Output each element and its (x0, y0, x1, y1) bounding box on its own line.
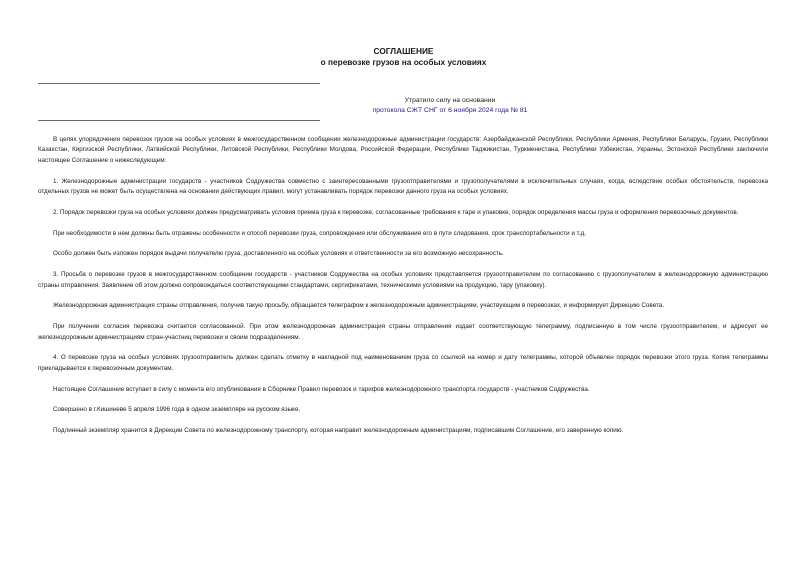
paragraph-3-note-a: Железнодорожная администрация страны отправления, получив такую просьбу, обращается телеграфом к железнодорожным администрациям, участвующим в перевозках, и информирует Дирекцию Совета. (53, 302, 665, 310)
paragraph-4: 4. О перевозке груза на особых условиях грузоотправитель должен сделать отметку в накладной под наименованием груза со ссылкой на номер и дату телеграммы, которой объявлен порядок перевозки этого груза. Копия телеграммы прикладывается к перевозочным документам. (38, 354, 768, 372)
paragraph-2: 2. Порядок перевозки груза на особых условиях должен предусматривать условия приема груза к перевозке, согласованные требования к таре и упаковке, порядок определения массы груза и оформления перевозочных документов. (53, 208, 739, 216)
divider-line (38, 83, 320, 84)
document-title: СОГЛАШЕНИЕ (373, 46, 434, 56)
status-note (300, 96, 600, 116)
paragraph-original-copy: Подлинный экземпляр хранится в Дирекции Совета по железнодорожному транспорту, которая направит железнодорожным администрациям, подписавшим Соглашение, его заверенную копию. (53, 427, 624, 435)
document-subtitle: о перевозке грузов на особых условиях (320, 57, 487, 67)
paragraph-effective: Настоящее Соглашение вступает в силу с момента его опубликования в Сборнике Правил перевозок и тарифов железнодорожного транспорта государств - участников Содружества. (53, 385, 590, 393)
paragraph-3: 3. Просьба о перевозке грузов в межгосударственном сообщении государств - участников Содружества на особых условиях представляется грузоотправителем по согласованию с грузополучателем в железнодорожную администрацию страны отправления. Заявление об этом должно сопровождаться соответствующими стандартами, сертификатами, техническими условиями на продукцию, тару (упаковку). (38, 271, 768, 289)
paragraph-3-note-b: При получении согласия перевозка считается согласованной. При этом железнодорожная администрация страны отправления издает соответствующую телеграмму, подписанную в том числе грузоотправителем, и адресует ее железнодорожным администрациям стран-участниц перевозки и своим подразделениям. (38, 323, 768, 341)
paragraph-2-note-b: Особо должен быть изложен порядок выдачи получателю груза, доставленного на особых условиях и ответственности за его возможную несохранность. (53, 250, 504, 258)
page-title (0, 46, 807, 68)
paragraph-preamble: В целях упорядочения перевозок грузов на особых условиях в межгосударственном сообщении железнодорожные администрации государств: Азербайджанской Республики, Республики Армения, Республики Беларусь, Грузии, Республики Казахстан, Киргизской Республики, Латвийской Республики, Литовской Республики, Республики Молдова, Российской Федерации, Республики Таджикистан, Туркменистана, Республики Узбекистан, Украины, Эстонской Республики заключили настоящее Соглашение о нижеследующем: (38, 136, 768, 164)
document-body (38, 135, 768, 437)
status-note-link[interactable]: протокола СЖТ СНГ от 6 ноября 2024 года № 81 (372, 107, 528, 114)
paragraph-1: 1. Железнодорожные администрации государств - участников Содружества совместно с заинтересованными грузоотправителями и грузополучателями в исключительных случаях, когда, вследствие особых обстоятельств, перевозка отдельных грузов не может быть осуществлена на основании действующих правил, могут устанавливать порядок перевозки данного груза на особых условиях. (38, 177, 768, 196)
paragraph-2-note-a: При необходимости в нем должны быть отражены особенности и способ перевозки груза, сопровождения или обслуживания его в пути следования, срок транспортабельности и т.д. (53, 229, 587, 237)
status-note-text: Утратило силу на основании (404, 97, 496, 104)
paragraph-done-at: Совершено в г.Кишиневе 5 апреля 1996 года в одном экземпляре на русском языке. (53, 406, 301, 414)
divider-line (38, 120, 320, 121)
